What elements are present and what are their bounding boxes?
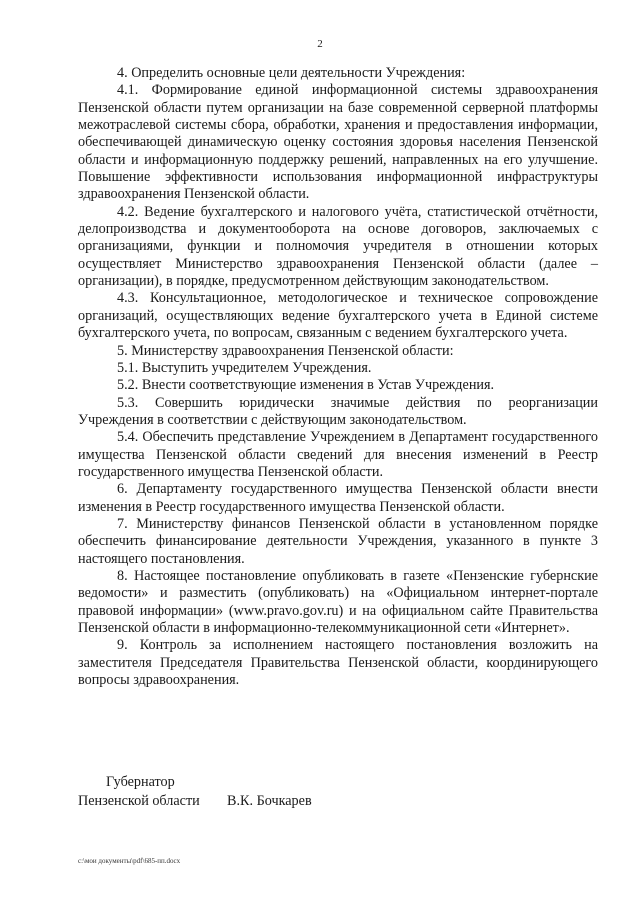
- signature-name: В.К. Бочкарев: [227, 792, 312, 809]
- paragraph-4: 4. Определить основные цели деятельности Учреждения:: [117, 65, 466, 81]
- paragraph-4-2: 4.2. Ведение бухгалтерского и налогового учёта, статистической отчётности, делопроизводства и документооборота на основе договоров, заключаемых с организациями, функции и полномочия учредителя в отношении которых осуществляет Министерство здравоохранения Пензенской области (далее – организации), в порядке, предусмотренном действующим законодательством.: [78, 203, 598, 290]
- paragraph-6: 6. Департаменту государственного имущества Пензенской области внести изменения в Реестр государственного имущества Пензенской области.: [78, 481, 598, 515]
- paragraph-4-3: 4.3. Консультационное, методологическое и техническое сопровождение организаций, осуществляющих ведение бухгалтерского учета в Единой системе бухгалтерского учета, по вопросам, связанным с ведением бухгалтерского учета.: [78, 290, 598, 342]
- signature-title: Губернатор: [106, 774, 175, 790]
- paragraph-5-2: 5.2. Внести соответствующие изменения в Устав Учреждения.: [117, 377, 495, 394]
- paragraph-9: 9. Контроль за исполнением настоящего постановления возложить на заместителя Председателя Правительства Пензенской области, координирующего вопросы здравоохранения.: [78, 637, 598, 689]
- paragraph-7: 7. Министерству финансов Пензенской области в установленном порядке обеспечить финансирование деятельности Учреждения, указанного в пункте 3 настоящего постановления.: [78, 515, 598, 567]
- signature-block: [78, 773, 312, 810]
- signature-region: Пензенской области: [78, 792, 200, 809]
- page-number: 2: [317, 38, 323, 50]
- document-body: [78, 65, 598, 689]
- paragraph-5-4: 5.4. Обеспечить представление Учреждением в Департамент государственного имущества Пензенской области сведений для внесения изменений в Реестр государственного имущества Пензенской области.: [78, 429, 598, 480]
- signature-row: [78, 792, 312, 811]
- paragraph-8: 8. Настоящее постановление опубликовать в газете «Пензенские губернские ведомости» и разместить (опубликовать) на «Официальном интернет-портале правовой информации» (www.pravo.gov.ru) и на официальном сайте Правительства Пензенской области в информационно-телекоммуникационной сети «Интернет».: [78, 567, 598, 636]
- paragraph-5-1: 5.1. Выступить учредителем Учреждения.: [117, 359, 372, 376]
- file-path-footer: c:\мои документы\pdf\685-пп.docx: [78, 857, 181, 865]
- paragraph-5-3: 5.3. Совершить юридически значимые действия по реорганизации Учреждения в соответствии с действующим законодательством.: [78, 394, 598, 428]
- paragraph-5: 5. Министерству здравоохранения Пензенской области:: [117, 342, 454, 359]
- paragraph-4-1: 4.1. Формирование единой информационной системы здравоохранения Пензенской области путем организации на базе современной серверной платформы межотраслевой системы сбора, обработки, хранения и предоставления информации, обеспечивающей динамическую оценку состояния здоровья населения Пензенской области и информационную поддержку решений, направленных на его улучшение. Повышение эффективности использования информационной инфраструктуры здравоохранения Пензенской области.: [78, 82, 598, 203]
